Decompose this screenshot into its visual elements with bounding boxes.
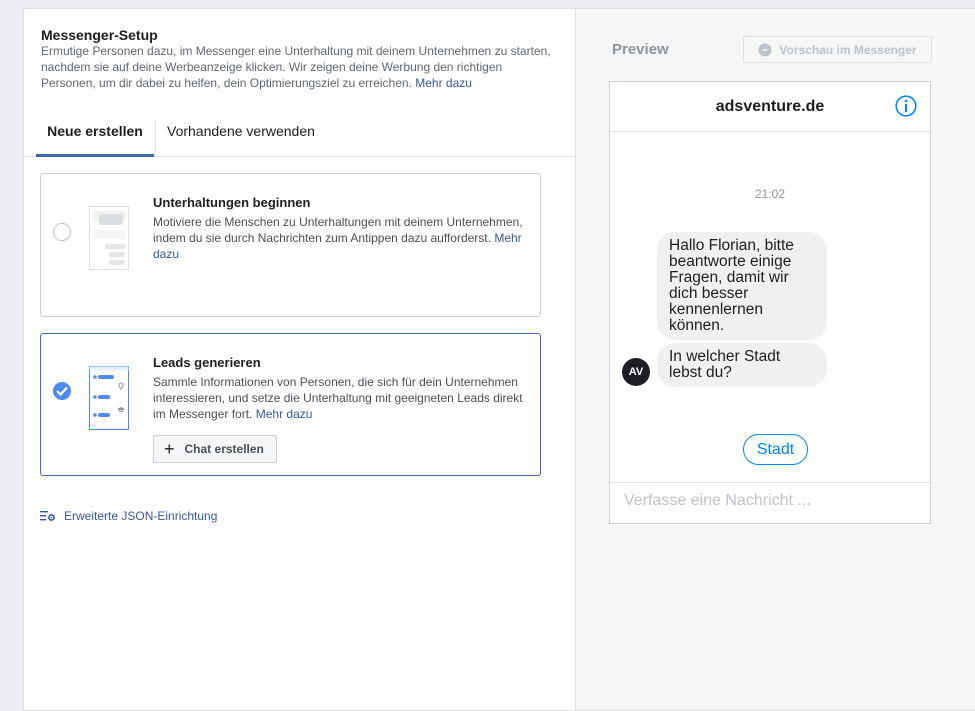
message-bubble: In welcher Stadt lebst du? [657, 343, 827, 387]
json-settings-icon [40, 510, 56, 522]
tab-vorhandene-verwenden[interactable]: Vorhandene verwenden [167, 123, 315, 139]
option-card-unterhaltungen[interactable] [40, 173, 541, 317]
conversation-illustration-icon [89, 206, 129, 270]
messenger-setup-panel [23, 8, 975, 711]
chat-erstellen-button[interactable] [153, 435, 277, 463]
more-link[interactable]: Mehr dazu [415, 76, 472, 90]
page-name: adsventure.de [715, 98, 825, 115]
quick-reply-button[interactable]: Stadt [743, 434, 808, 465]
messenger-preview-window [609, 81, 931, 524]
tab-divider [155, 119, 156, 151]
section-description [41, 43, 556, 91]
more-link[interactable]: Mehr dazu [153, 231, 522, 261]
messenger-icon [758, 43, 772, 57]
json-setup-label: Erweiterte JSON-Einrichtung [64, 509, 218, 523]
json-setup-link[interactable] [40, 509, 217, 523]
option-text: Sammle Informationen von Personen, die sich für dein Unternehmen interessieren, und setze die Unterhaltung mit geeigneten Leads direkt im Messenger fort. [153, 375, 523, 421]
messenger-preview-button[interactable] [743, 36, 932, 63]
setup-section [24, 9, 576, 710]
option-description [153, 214, 523, 262]
tab-bar [24, 111, 575, 157]
section-title: Messenger-Setup [41, 27, 158, 43]
message-timestamp: 21:02 [754, 187, 786, 201]
page-avatar: AV [622, 358, 650, 386]
lead-form-illustration-icon [89, 366, 129, 430]
message-bubble: Hallo Florian, bitte beantworte einige Fragen, damit wir dich besser kennenlernen können. [657, 232, 827, 340]
option-title: Leads generieren [153, 355, 261, 370]
radio-button-checked[interactable] [53, 382, 71, 400]
message-composer [610, 482, 930, 524]
chat-erstellen-label: Chat erstellen [184, 442, 264, 456]
plus-icon: + [164, 439, 175, 459]
message-input[interactable] [622, 491, 916, 511]
messenger-preview-label: Vorschau im Messenger [779, 42, 917, 57]
radio-button[interactable] [53, 223, 71, 241]
option-card-leads[interactable] [40, 333, 541, 476]
more-link[interactable]: Mehr dazu [255, 407, 313, 421]
checkmark-icon [56, 386, 68, 396]
preview-section [576, 9, 975, 710]
option-description [153, 374, 523, 422]
tab-neue-erstellen[interactable]: Neue erstellen [36, 111, 154, 157]
chat-header [610, 82, 930, 132]
option-text: Motiviere die Menschen zu Unterhaltungen mit deinem Unternehmen, indem du sie durch Nachrichten zum Antippen dazu aufforderst. [153, 215, 523, 245]
option-title: Unterhaltungen beginnen [153, 195, 311, 210]
description-text: Ermutige Personen dazu, im Messenger eine Unterhaltung mit deinem Unternehmen zu starten, nachdem sie auf deine Werbeanzeige klicken. Wir zeigen deine Werbung den richtigen Personen, um dir dabei zu helfen, dein Optimierungsziel zu erreichen. [41, 44, 551, 90]
preview-label: Preview [612, 41, 669, 58]
info-icon[interactable] [895, 95, 917, 117]
